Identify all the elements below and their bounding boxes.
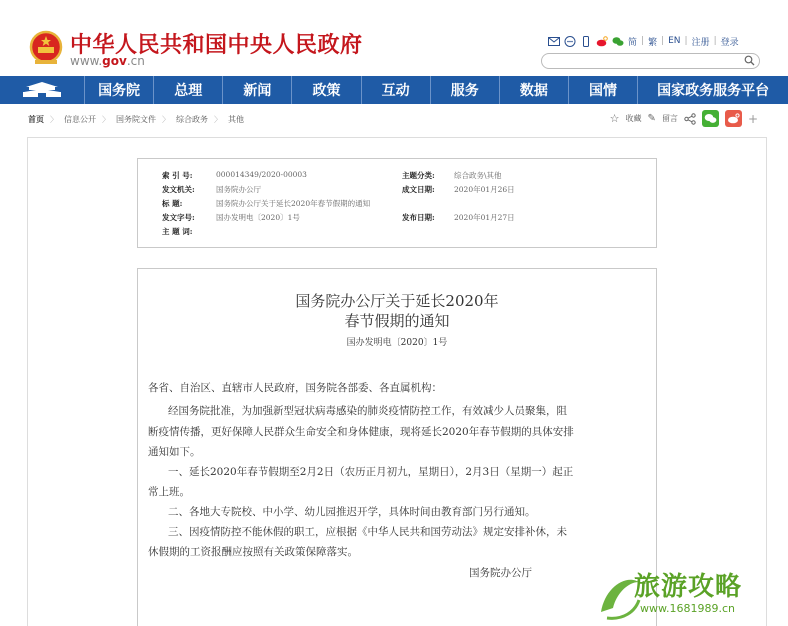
nav-policy[interactable]: 政策 [292, 76, 361, 104]
written-date-value: 2020年01月26日 [454, 185, 515, 194]
topic-label: 主题分类: [402, 171, 435, 180]
site-url-gov: gov [102, 54, 127, 68]
published-date-value: 2020年01月27日 [454, 213, 515, 222]
article-paragraph: 常上班。 [148, 486, 190, 498]
chevron-right-icon: 〉 [162, 115, 170, 124]
nav-data[interactable]: 数据 [500, 76, 569, 104]
share-icon[interactable] [684, 113, 696, 125]
national-emblem-icon[interactable] [29, 30, 63, 66]
article-doc-number: 国办发明电〔2020〕1号 [346, 338, 448, 348]
util-link-register[interactable]: 注册 [691, 37, 710, 48]
article-body [148, 0, 638, 625]
site-url-prefix: www. [70, 54, 103, 68]
article-paragraph: 一、延长2020年春节假期至2月2日（农历正月初九，星期日），2月3日（星期一）起正 [168, 466, 574, 478]
util-divider: | [684, 36, 688, 46]
comment-link[interactable]: 留言 [661, 114, 678, 123]
util-link-english[interactable]: EN [668, 36, 681, 46]
breadcrumb-info-disclosure[interactable]: 信息公开 [64, 115, 96, 124]
nav-interaction[interactable]: 互动 [362, 76, 431, 104]
title-value: 国务院办公厅关于延长2020年春节假期的通知 [216, 199, 371, 208]
issuer-value: 国务院办公厅 [216, 185, 261, 194]
keywords-label: 主 题 词: [162, 227, 193, 236]
plus-icon[interactable]: + [747, 111, 758, 126]
article-paragraph: 三、因疫情防控不能休假的职工，应根据《中华人民共和国劳动法》规定安排补休，未 [168, 526, 567, 538]
article-title-line2: 春节假期的通知 [344, 312, 450, 330]
star-icon[interactable]: ☆ [609, 112, 620, 125]
util-link-simplified[interactable]: 简 [628, 37, 638, 48]
article-paragraph: 二、各地大专院校、中小学、幼儿园推迟开学，具体时间由教育部门另行通知。 [168, 506, 536, 518]
nav-news[interactable]: 新闻 [223, 76, 292, 104]
article-paragraph: 经国务院批准，为加强新型冠状病毒感染的肺炎疫情防控工作，有效减少人员聚集，阻 [168, 405, 567, 417]
tiananmen-icon [20, 81, 64, 99]
article-paragraph: 通知如下。 [148, 446, 201, 458]
issuer-label: 发文机关: [162, 185, 195, 194]
written-date-label: 成文日期: [402, 185, 435, 194]
util-link-traditional[interactable]: 繁 [648, 37, 658, 48]
pencil-icon[interactable]: ✎ [647, 113, 656, 124]
index-value: 000014349/2020-00003 [216, 170, 307, 179]
breadcrumb-general-affairs[interactable]: 综合政务 [176, 115, 208, 124]
site-url-suffix: .cn [126, 54, 145, 68]
published-date-label: 发布日期: [402, 213, 435, 222]
breadcrumb-other[interactable]: 其他 [228, 115, 244, 124]
article-signature: 国务院办公厅 [469, 567, 532, 579]
favorite-link[interactable]: 收藏 [625, 114, 642, 123]
watermark-text: 旅游攻略 [634, 572, 743, 602]
breadcrumb-home[interactable]: 首页 [28, 114, 44, 124]
title-label: 标 题: [162, 199, 183, 208]
nav-services[interactable]: 服务 [431, 76, 500, 104]
util-divider: | [713, 36, 717, 46]
site-url [70, 54, 145, 68]
wechat-share-icon[interactable] [702, 110, 719, 127]
util-divider: | [661, 36, 665, 46]
util-link-login[interactable]: 登录 [720, 37, 739, 48]
chevron-right-icon: 〉 [214, 115, 222, 124]
nav-gov-service-platform[interactable]: 国家政务服务平台 [657, 83, 770, 99]
nav-premier[interactable]: 总理 [154, 76, 223, 104]
index-label: 索 引 号: [162, 171, 193, 180]
watermark-url: www.1681989.cn [640, 602, 735, 615]
nav-state-council[interactable]: 国务院 [85, 76, 154, 104]
article-paragraph: 断疫情传播，更好保障人民群众生命安全和身体健康，现将延长2020年春节假期的具体安排 [148, 426, 574, 438]
weibo-share-icon[interactable] [725, 110, 742, 127]
doc-number-label: 发文字号: [162, 213, 195, 222]
search-icon[interactable] [744, 55, 755, 66]
article-paragraph: 休假期的工资报酬应按照有关政策保障落实。 [148, 546, 358, 558]
article-title-line1: 国务院办公厅关于延长2020年 [295, 292, 499, 310]
nav-home[interactable] [0, 76, 85, 104]
site-title[interactable]: 中华人民共和国中央人民政府 [70, 33, 363, 58]
doc-number-value: 国办发明电〔2020〕1号 [216, 213, 300, 222]
chevron-right-icon: 〉 [50, 115, 58, 124]
article-salutation: 各省、自治区、直辖市人民政府，国务院各部委、各直属机构： [148, 382, 442, 394]
breadcrumb-council-docs[interactable]: 国务院文件 [116, 115, 156, 124]
util-divider: | [641, 36, 645, 46]
chevron-right-icon: 〉 [102, 115, 110, 124]
topic-value: 综合政务\其他 [454, 171, 502, 180]
nav-national-info[interactable]: 国情 [569, 76, 638, 104]
